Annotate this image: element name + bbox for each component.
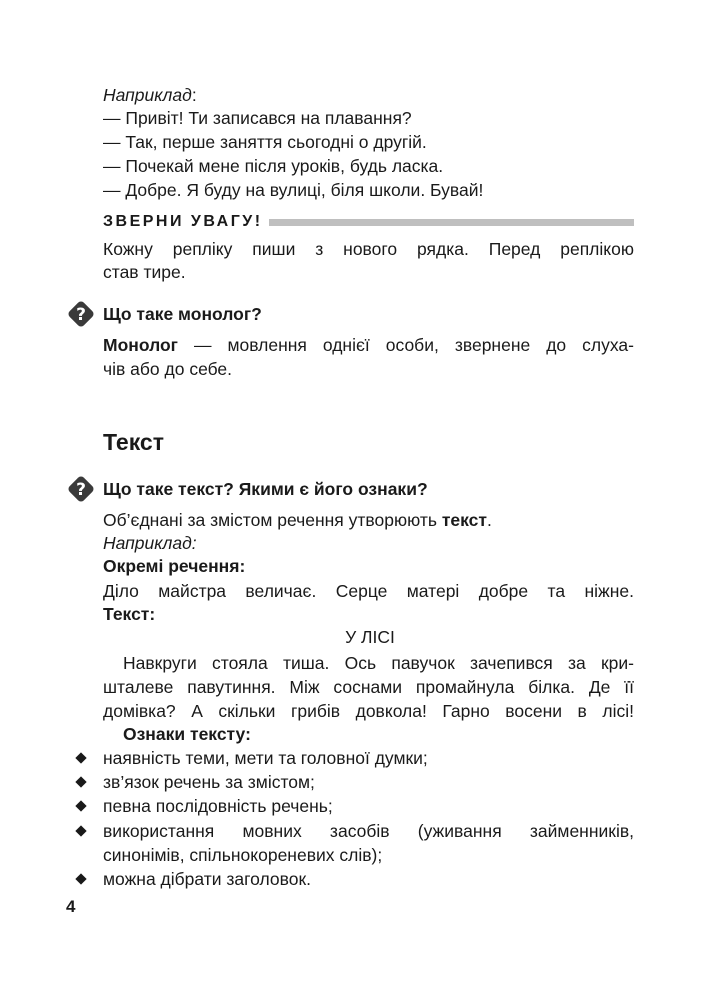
dialogue-line-1: — Привіт! Ти записався на плавання? (103, 108, 412, 128)
sentences-label: Окремі речення: (103, 556, 246, 576)
question-diamond-icon (66, 299, 96, 329)
text-example-label: Наприклад: (103, 533, 197, 553)
story-line-1: Навкруги стояла тиша. Ось павучок зачепився за кри- (123, 653, 634, 673)
features-label: Ознаки тексту: (123, 724, 251, 744)
story-line-2: шталеве павутиння. Між соснами промайнула білка. Де її (103, 677, 634, 697)
text-intro-after: . (486, 510, 492, 530)
feature-item-4: використання мовних засобів (уживання займенників, (103, 821, 634, 841)
diamond-bullet-icon (75, 800, 86, 811)
text-label: Текст: (103, 604, 156, 624)
dialogue-line-2: — Так, перше заняття сьогодні о другій. (103, 132, 427, 152)
feature-item-5: можна дібрати заголовок. (103, 869, 311, 889)
text-intro-before: Об’єднані за змістом речення утворюють (103, 510, 442, 530)
feature-item-3: певна послідовність речень; (103, 796, 333, 816)
diamond-bullet-icon (75, 873, 86, 884)
page-number: 4 (66, 897, 76, 916)
diamond-bullet-icon (75, 825, 86, 836)
feature-item-1: наявність теми, мети та головної думки; (103, 748, 428, 768)
diamond-bullet-icon (75, 776, 86, 787)
dialogue-line-3: — Почекай мене після уроків, будь ласка. (103, 156, 444, 176)
dialogue-line-4: — Добре. Я буду на вулиці, біля школи. Бувай! (103, 180, 484, 200)
attention-text-line-1: Кожну репліку пиши з нового рядка. Перед реплікою (103, 239, 634, 259)
example-colon: : (191, 85, 197, 105)
feature-item-2: зв’язок речень за змістом; (103, 772, 315, 792)
svg-text:?: ? (76, 480, 86, 500)
attention-bar (269, 219, 634, 226)
sentences-example: Діло майстра величає. Серце матері добре та ніжне. (103, 581, 634, 601)
monologue-definition-line-1 (103, 334, 634, 356)
example-label-text: Наприклад (103, 85, 192, 105)
dialogue-example-label (103, 84, 197, 106)
svg-text:?: ? (76, 305, 86, 325)
story-title: У ЛІСІ (345, 627, 395, 647)
diamond-bullet-icon (75, 752, 86, 763)
story-line-3: домівка? А скільки грибів довкола! Гарно восени в лісі! (103, 701, 634, 721)
monologue-question: Що таке монолог? (103, 304, 262, 324)
monologue-term: Монолог (103, 335, 178, 355)
feature-item-4-continued: синонімів, спільнокореневих слів); (103, 845, 383, 865)
question-diamond-icon (66, 474, 96, 504)
text-question: Що таке текст? Якими є його ознаки? (103, 479, 428, 499)
attention-label: ЗВЕРНИ УВАГУ! (103, 213, 263, 230)
monologue-definition-line-2: чів або до себе. (103, 359, 233, 379)
attention-text-line-2: став тире. (103, 262, 186, 282)
text-intro-term: текст (441, 510, 487, 530)
attention-header (103, 211, 634, 233)
monologue-definition-text: — мовлення однієї особи, звернене до слуха- (177, 335, 634, 355)
section-title: Текст (103, 429, 164, 455)
text-intro (103, 509, 492, 531)
